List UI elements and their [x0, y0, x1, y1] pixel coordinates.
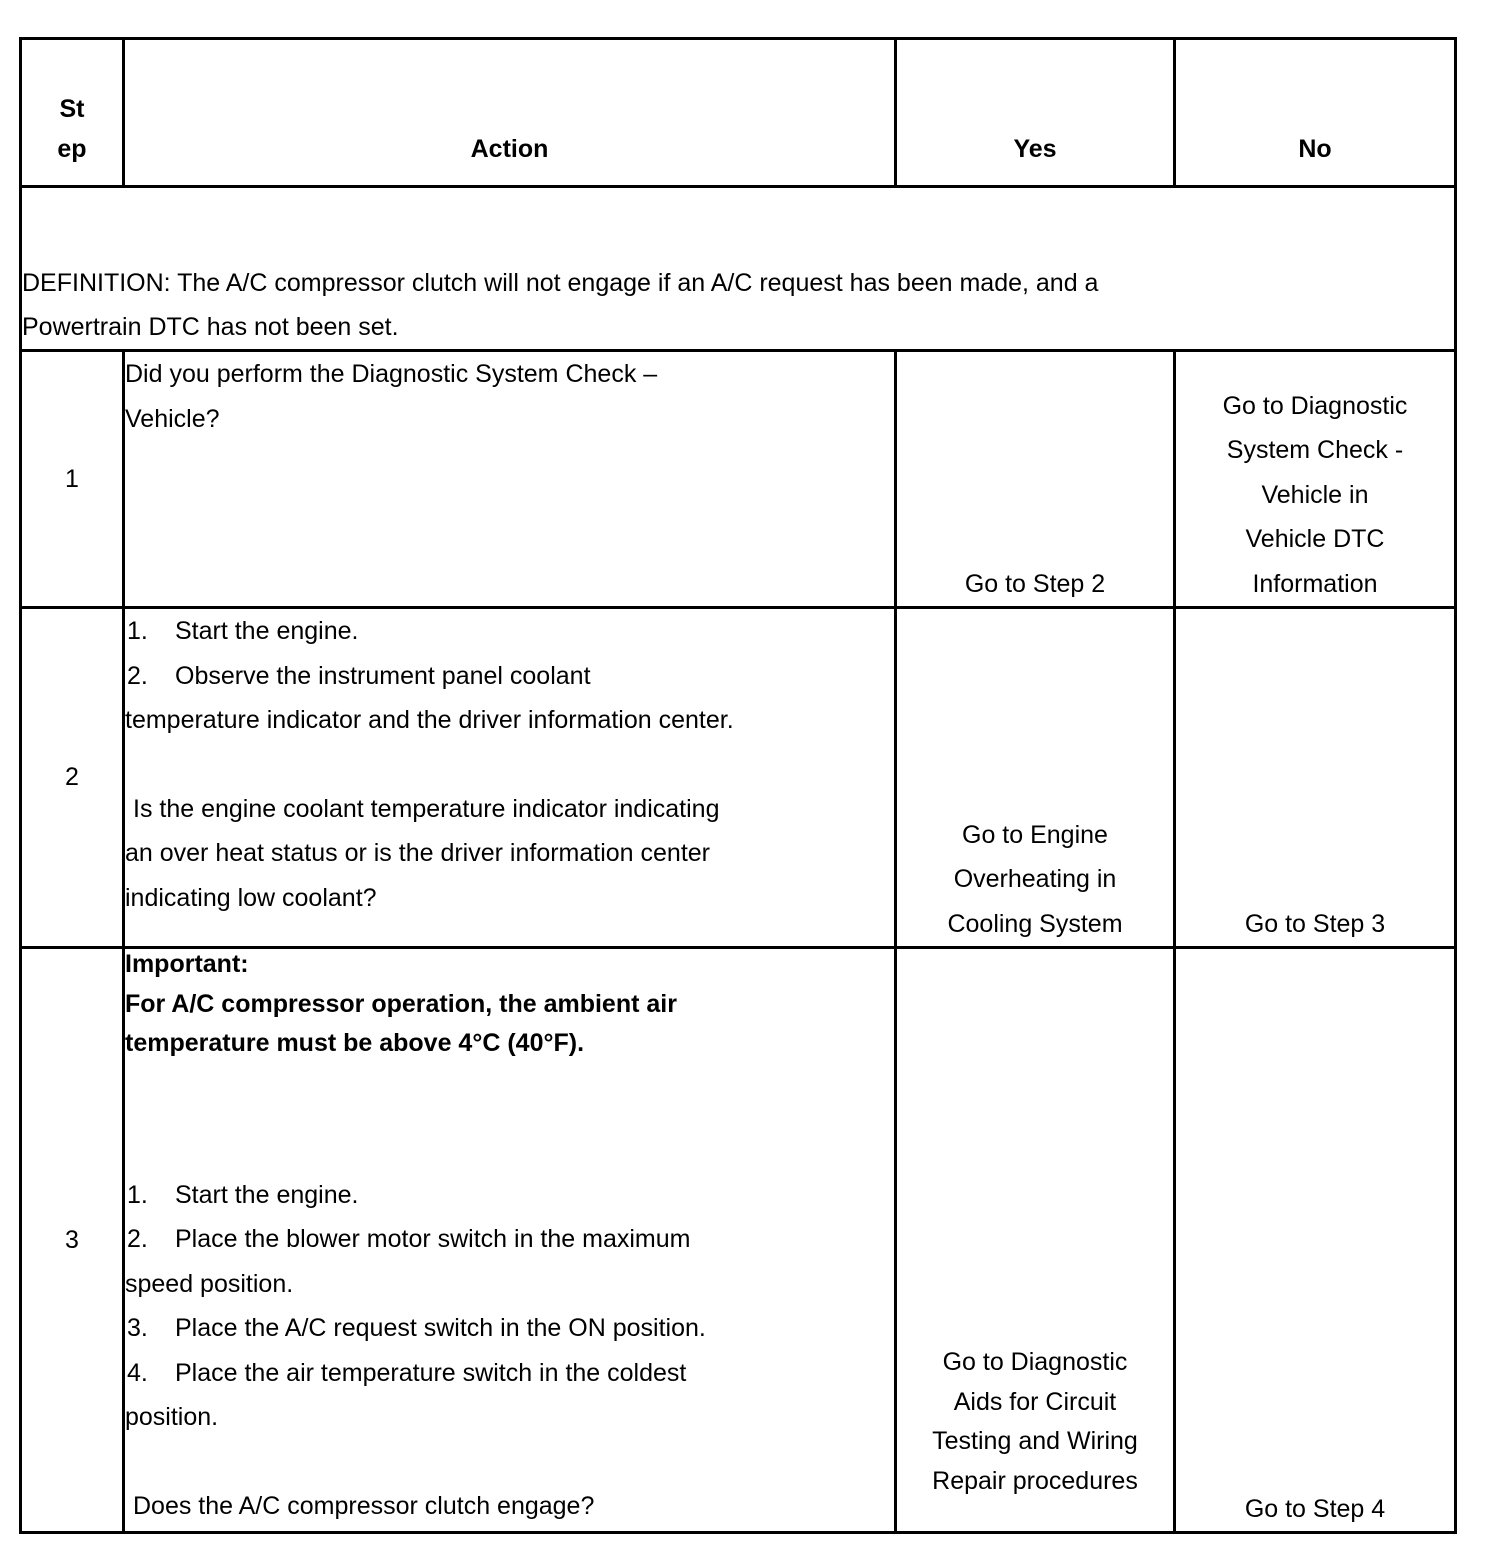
action-cell	[124, 948, 896, 1533]
yes-cell: Go to Engine Overheating in Cooling System	[896, 608, 1175, 948]
list-item: 3. Place the A/C request switch in the ON position.	[127, 1314, 706, 1342]
list-item: 1. Start the engine.	[127, 617, 359, 645]
list-continuation: temperature indicator and the driver information center.	[125, 706, 734, 734]
diagnostic-table	[19, 37, 1457, 1534]
action-steps-list	[125, 1173, 894, 1440]
header-action: Action	[124, 39, 896, 187]
table-header-row	[21, 39, 1456, 187]
important-note: Important: For A/C compressor operation, the ambient air temperature must be above 4°C (40°F).	[125, 950, 677, 1057]
list-item: position.	[125, 1403, 219, 1431]
header-yes: Yes	[896, 39, 1175, 187]
yes-cell: Go to Step 2	[896, 351, 1175, 608]
step-number: 1	[21, 351, 124, 608]
step-number: 3	[21, 948, 124, 1533]
list-item: 2. Place the blower motor switch in the maximum	[127, 1225, 691, 1253]
action-steps-list	[125, 609, 894, 698]
no-cell: Go to Step 3	[1175, 608, 1456, 948]
table-row	[21, 608, 1456, 948]
yes-cell: Go to Diagnostic Aids for Circuit Testing and Wiring Repair procedures	[896, 948, 1175, 1533]
question-text: Is the engine coolant temperature indicator indicating an over heat status or is the driver information center indicating low coolant?	[125, 794, 720, 912]
list-item: 2. Observe the instrument panel coolant	[127, 661, 591, 690]
action-cell: Did you perform the Diagnostic System Check – Vehicle?	[124, 351, 896, 608]
list-item: 4. Place the air temperature switch in the coldest	[127, 1358, 687, 1387]
definition-text: DEFINITION: The A/C compressor clutch will not engage if an A/C request has been made, and a Powertrain DTC has not been set.	[21, 187, 1456, 351]
list-item: 1. Start the engine.	[127, 1180, 359, 1209]
table-row	[21, 351, 1456, 608]
header-no: No	[1175, 39, 1456, 187]
no-cell: Go to Step 4	[1175, 948, 1456, 1533]
question-text: Does the A/C compressor clutch engage?	[133, 1491, 595, 1520]
no-cell: Go to Diagnostic System Check - Vehicle in Vehicle DTC Information	[1175, 351, 1456, 608]
list-item: speed position.	[125, 1269, 294, 1298]
step-number: 2	[21, 608, 124, 948]
action-cell	[124, 608, 896, 948]
table-row	[21, 948, 1456, 1533]
header-step: St ep	[21, 39, 124, 187]
definition-row	[21, 187, 1456, 351]
